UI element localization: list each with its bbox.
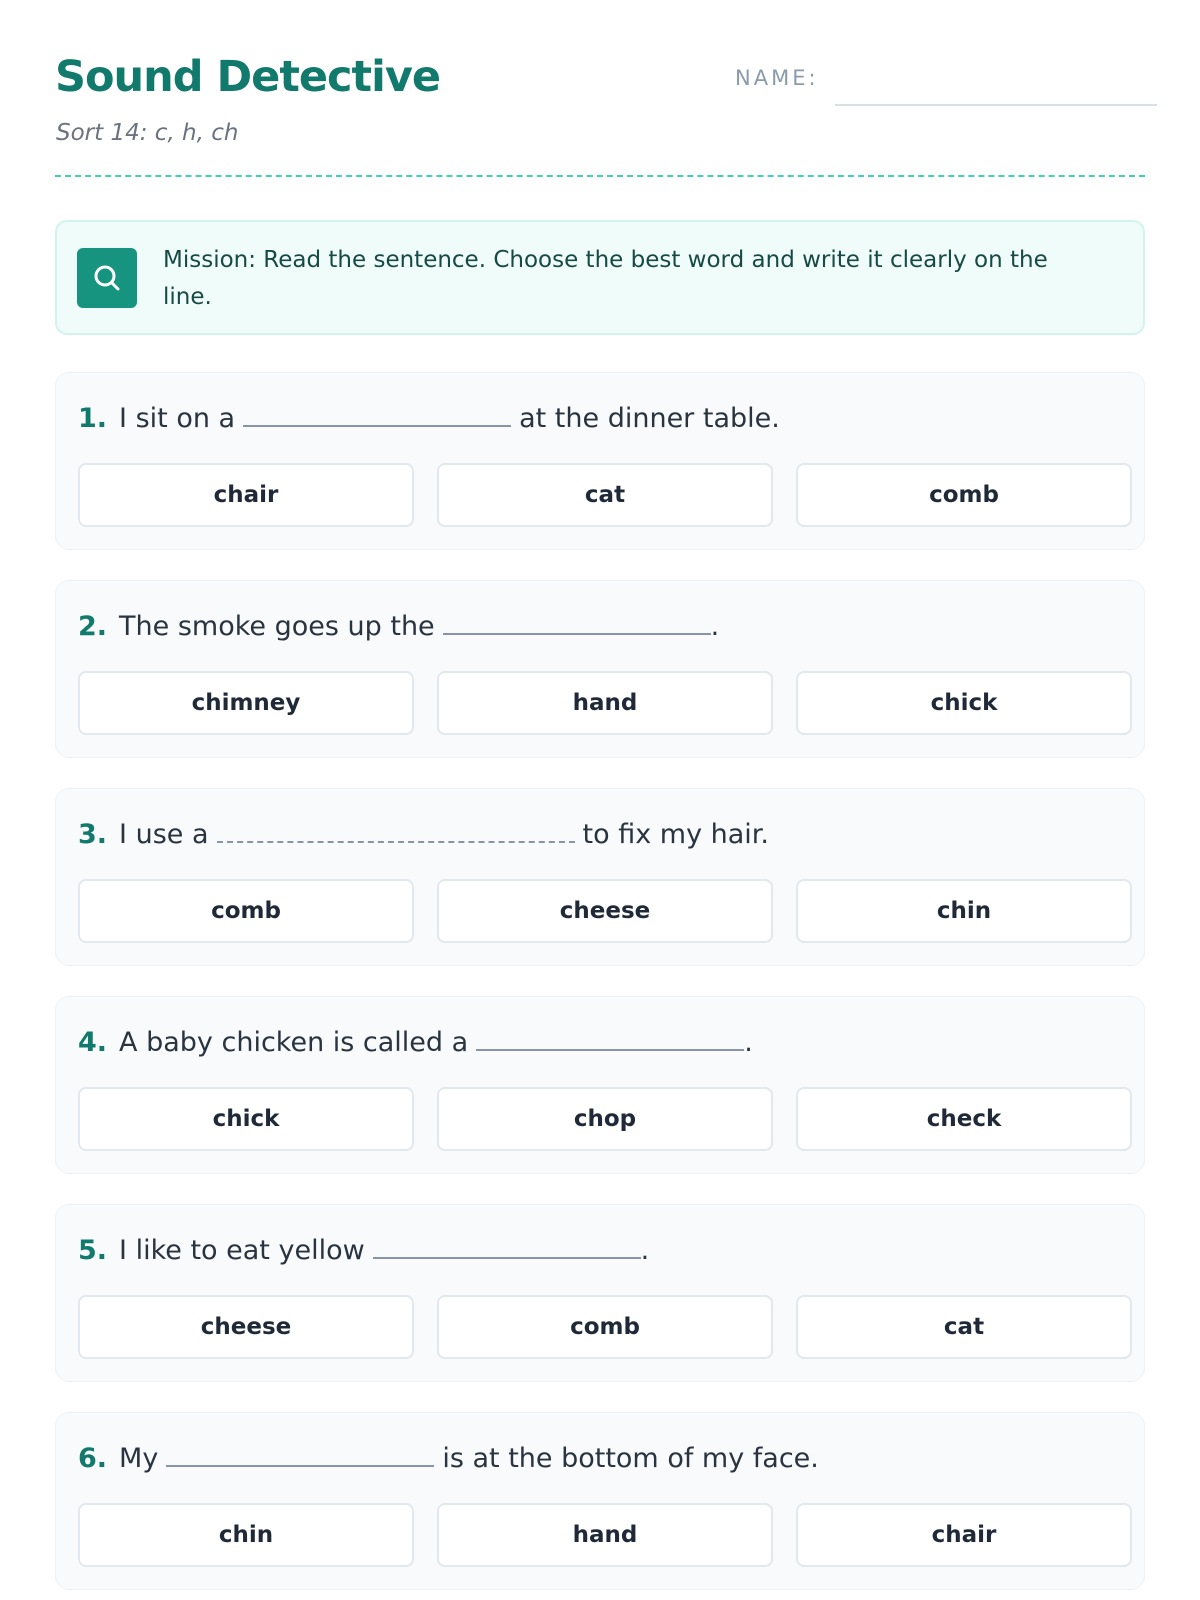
option-button[interactable]: comb <box>796 463 1132 527</box>
option-button[interactable]: cheese <box>78 1295 414 1359</box>
sentence-end: is at the bottom of my face. <box>442 1443 819 1474</box>
question-number: 3. <box>78 819 108 850</box>
sentence-start: My <box>119 1443 159 1474</box>
question-card-1 <box>55 372 1145 550</box>
option-button[interactable]: cat <box>796 1295 1132 1359</box>
option-button[interactable]: chop <box>437 1087 773 1151</box>
question-number: 6. <box>78 1443 108 1474</box>
search-icon <box>77 248 137 308</box>
question-card-2 <box>55 580 1145 758</box>
question-sentence <box>78 817 769 850</box>
answer-blank[interactable] <box>217 817 575 843</box>
question-card-6 <box>55 1412 1145 1590</box>
question-number: 5. <box>78 1235 108 1266</box>
name-field[interactable] <box>835 104 1157 106</box>
answer-blank[interactable] <box>373 1233 641 1259</box>
option-button[interactable]: cheese <box>437 879 773 943</box>
question-sentence <box>78 609 719 642</box>
question-sentence <box>78 401 780 434</box>
sentence-start: The smoke goes up the <box>119 611 435 642</box>
question-number: 1. <box>78 403 108 434</box>
option-button[interactable]: comb <box>437 1295 773 1359</box>
sentence-start: A baby chicken is called a <box>119 1027 469 1058</box>
question-number: 2. <box>78 611 108 642</box>
sentence-start: I like to eat yellow <box>119 1235 365 1266</box>
question-card-5 <box>55 1204 1145 1382</box>
mission-text: Mission: Read the sentence. Choose the best word and write it clearly on the line. <box>163 247 1048 310</box>
sentence-start: I sit on a <box>119 403 236 434</box>
option-button[interactable]: chin <box>78 1503 414 1567</box>
question-sentence <box>78 1233 649 1266</box>
option-button[interactable]: hand <box>437 1503 773 1567</box>
page-title: Sound Detective <box>55 52 441 102</box>
sentence-end: . <box>640 1235 650 1266</box>
question-card-4 <box>55 996 1145 1174</box>
header-divider <box>55 175 1145 177</box>
sentence-start: I use a <box>119 819 209 850</box>
option-button[interactable]: chin <box>796 879 1132 943</box>
sentence-end: to fix my hair. <box>582 819 769 850</box>
option-button[interactable]: check <box>796 1087 1132 1151</box>
option-button[interactable]: chick <box>78 1087 414 1151</box>
answer-blank[interactable] <box>243 401 511 427</box>
answer-blank[interactable] <box>443 609 711 635</box>
sentence-end: . <box>710 611 720 642</box>
option-button[interactable]: hand <box>437 671 773 735</box>
option-button[interactable]: chair <box>78 463 414 527</box>
question-card-3 <box>55 788 1145 966</box>
option-button[interactable]: cat <box>437 463 773 527</box>
question-number: 4. <box>78 1027 108 1058</box>
answer-blank[interactable] <box>166 1441 434 1467</box>
header <box>55 0 1145 180</box>
option-button[interactable]: chair <box>796 1503 1132 1567</box>
option-button[interactable]: chimney <box>78 671 414 735</box>
answer-blank[interactable] <box>476 1025 744 1051</box>
name-label: NAME: <box>735 66 819 90</box>
question-sentence <box>78 1025 753 1058</box>
question-sentence <box>78 1441 819 1474</box>
sentence-end: at the dinner table. <box>519 403 780 434</box>
mission-box <box>55 220 1145 335</box>
option-button[interactable]: comb <box>78 879 414 943</box>
option-button[interactable]: chick <box>796 671 1132 735</box>
sentence-end: . <box>744 1027 753 1058</box>
page-subtitle: Sort 14: c, h, ch <box>56 120 239 146</box>
